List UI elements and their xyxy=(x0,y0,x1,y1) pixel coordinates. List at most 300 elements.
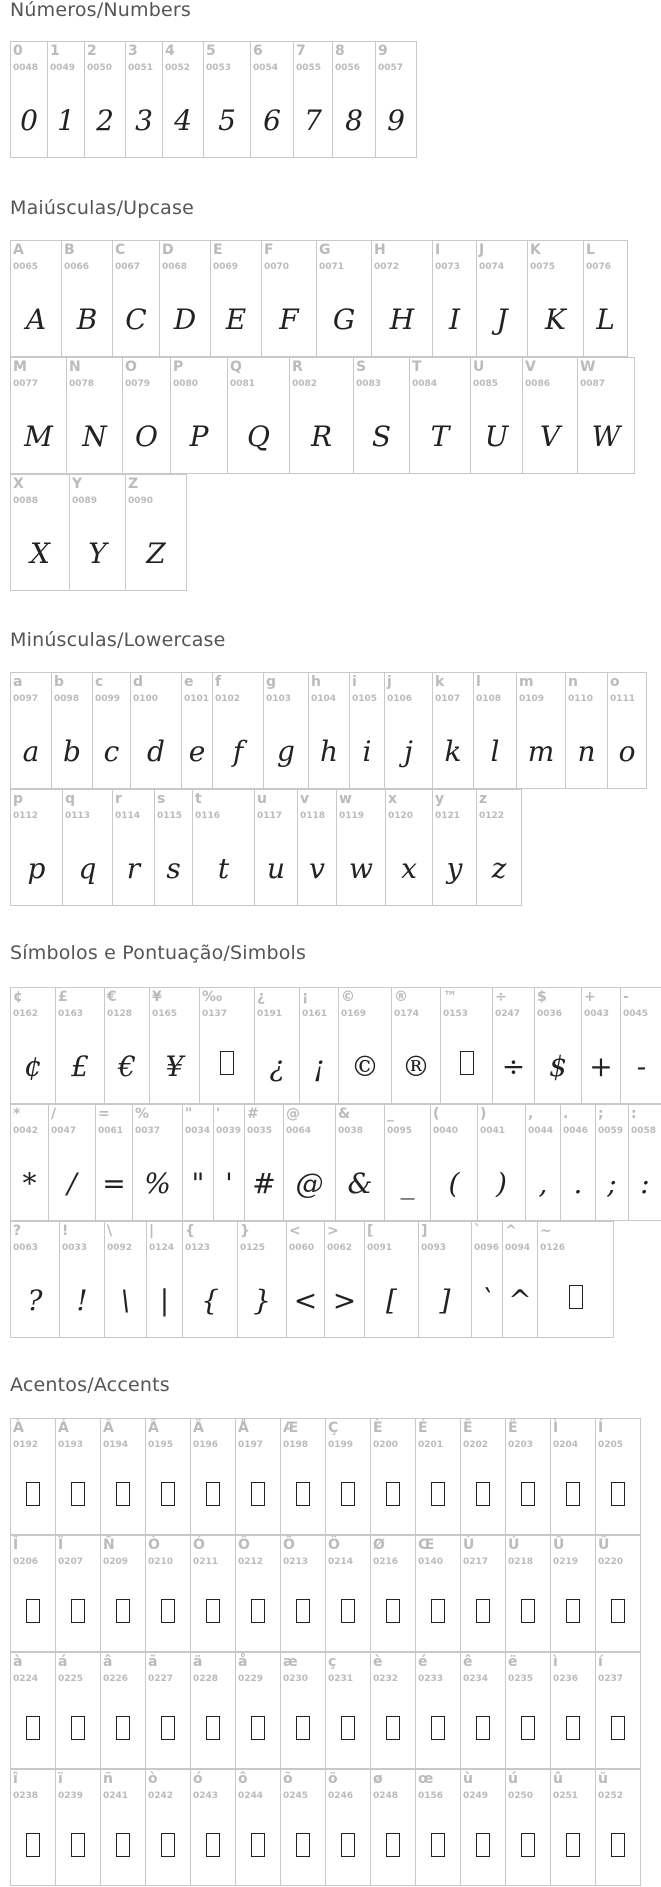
glyph-cell-0214 xyxy=(325,1535,371,1652)
glyph-code-label: 0076 xyxy=(586,262,612,272)
glyph-code-label: 0125 xyxy=(240,1243,266,1253)
missing-glyph-box-icon xyxy=(116,1833,130,1857)
glyph-character-label: H xyxy=(374,242,386,258)
missing-glyph-box-icon xyxy=(416,1830,460,1860)
glyph-character-label: > xyxy=(327,1223,339,1239)
glyph-character-label: I xyxy=(435,242,441,258)
glyph-character-label: Ã xyxy=(148,1420,159,1436)
glyph-code-label: 0047 xyxy=(51,1126,77,1136)
glyph-cell-0094 xyxy=(502,1221,538,1338)
glyph-code-label: 0094 xyxy=(505,1243,531,1253)
glyph-sample: { xyxy=(201,1284,219,1317)
missing-glyph-box-icon xyxy=(596,1713,640,1743)
glyph-cell-0201 xyxy=(415,1418,461,1535)
glyph-code-label: 0203 xyxy=(508,1440,534,1450)
glyph-code-label: 0092 xyxy=(107,1243,133,1253)
glyph-code-label: 0058 xyxy=(631,1126,657,1136)
missing-glyph-box-icon xyxy=(521,1482,535,1506)
glyph-sample: = xyxy=(102,1167,126,1200)
glyph-code-label: 0078 xyxy=(69,379,95,389)
missing-glyph-box-icon xyxy=(506,1830,550,1860)
missing-glyph-box-icon xyxy=(596,1830,640,1860)
glyph-code-label: 0228 xyxy=(193,1674,219,1684)
glyph-sample: ( xyxy=(448,1167,460,1200)
glyph-cell-0230 xyxy=(280,1652,326,1769)
glyph-code-label: 0069 xyxy=(213,262,239,272)
glyph-cell-0039 xyxy=(213,1104,245,1221)
missing-glyph-box-icon xyxy=(431,1833,445,1857)
glyph-code-label: 0123 xyxy=(185,1243,211,1253)
missing-glyph-box-icon xyxy=(101,1596,145,1626)
glyph-code-label: 0227 xyxy=(148,1674,174,1684)
glyph-cell-0231 xyxy=(325,1652,371,1769)
glyph-cell-0106 xyxy=(384,672,433,789)
glyph-sample: o xyxy=(618,735,636,768)
glyph-sample: S xyxy=(371,420,392,453)
glyph-code-label: 0114 xyxy=(115,811,141,821)
glyph-character-label: * xyxy=(13,1106,21,1122)
glyph-code-label: 0083 xyxy=(356,379,382,389)
glyph-character-label: n xyxy=(568,674,578,690)
missing-glyph-box-icon xyxy=(341,1599,355,1623)
glyph-cell-0245 xyxy=(280,1769,326,1886)
missing-glyph-box-icon xyxy=(161,1599,175,1623)
glyph-sample: Z xyxy=(146,537,166,570)
glyph-character-label: | xyxy=(149,1223,155,1239)
glyph-cell-0095 xyxy=(384,1104,431,1221)
glyph-code-label: 0231 xyxy=(328,1674,354,1684)
glyph-character-label: ] xyxy=(421,1223,428,1239)
glyph-cell-0043 xyxy=(581,987,621,1104)
glyph-character-label: s xyxy=(157,791,166,807)
glyph-character-label: S xyxy=(356,359,367,375)
glyph-code-label: 0249 xyxy=(463,1791,489,1801)
glyph-character-label: l xyxy=(476,674,481,690)
missing-glyph-box-icon xyxy=(296,1482,310,1506)
glyph-character-label: : xyxy=(631,1106,637,1122)
glyph-sample: @ xyxy=(295,1167,324,1200)
glyph-character-label: h xyxy=(311,674,321,690)
glyph-cell-0198 xyxy=(280,1418,326,1535)
glyph-sample: D xyxy=(173,303,197,336)
glyph-cell-0091 xyxy=(364,1221,419,1338)
glyph-cell-0099 xyxy=(92,672,131,789)
missing-glyph-box-icon xyxy=(521,1833,535,1857)
glyph-cell-0207 xyxy=(55,1535,101,1652)
glyph-code-label: 0041 xyxy=(480,1126,506,1136)
glyph-code-label: 0109 xyxy=(519,694,545,704)
glyph-cell-0162 xyxy=(10,987,56,1104)
glyph-sample: f xyxy=(232,735,244,768)
missing-glyph-box-icon xyxy=(538,1282,613,1312)
glyph-sample: ) xyxy=(496,1167,507,1200)
glyph-cell-0109 xyxy=(516,672,566,789)
glyph-character-label: i xyxy=(352,674,357,690)
glyph-sample: n xyxy=(577,735,596,768)
glyph-code-label: 0105 xyxy=(352,694,378,704)
glyph-cell-0219 xyxy=(550,1535,596,1652)
glyph-cell-0227 xyxy=(145,1652,191,1769)
glyph-cell-0093 xyxy=(418,1221,472,1338)
glyph-cell-0034 xyxy=(182,1104,214,1221)
glyph-code-label: 0062 xyxy=(327,1243,353,1253)
glyph-character-label: { xyxy=(185,1223,195,1239)
glyph-character-label: N xyxy=(69,359,81,375)
glyph-character-label: , xyxy=(528,1106,534,1122)
glyph-code-label: 0098 xyxy=(54,694,80,704)
glyph-character-label: M xyxy=(13,359,27,375)
glyph-code-label: 0205 xyxy=(598,1440,624,1450)
missing-glyph-box-icon xyxy=(476,1599,490,1623)
missing-glyph-box-icon xyxy=(281,1479,325,1509)
glyph-cell-0125 xyxy=(237,1221,287,1338)
glyph-cell-0247 xyxy=(492,987,535,1104)
glyph-code-label: 0169 xyxy=(341,1009,367,1019)
glyph-sample: ¿ xyxy=(269,1050,285,1083)
glyph-character-label: Ù xyxy=(463,1537,475,1553)
glyph-grid xyxy=(10,672,646,906)
glyph-code-label: 0212 xyxy=(238,1557,264,1567)
glyph-sample: h xyxy=(319,735,339,768)
missing-glyph-box-icon xyxy=(296,1599,310,1623)
glyph-character-label: Ä xyxy=(193,1420,204,1436)
glyph-code-label: 0102 xyxy=(215,694,241,704)
glyph-sample: : xyxy=(640,1167,650,1200)
glyph-character-label: g xyxy=(266,674,277,690)
missing-glyph-box-icon xyxy=(220,1051,234,1075)
missing-glyph-box-icon xyxy=(26,1482,40,1506)
missing-glyph-box-icon xyxy=(101,1479,145,1509)
glyph-character-label: Ü xyxy=(598,1537,610,1553)
glyph-character-label: y xyxy=(435,791,445,807)
glyph-cell-0114 xyxy=(112,789,155,906)
glyph-character-label: c xyxy=(95,674,104,690)
glyph-character-label: Ë xyxy=(508,1420,518,1436)
glyph-character-label: / xyxy=(51,1106,57,1122)
glyph-character-label: $ xyxy=(537,989,547,1005)
missing-glyph-box-icon xyxy=(146,1479,190,1509)
glyph-sample: G xyxy=(332,303,356,336)
glyph-code-label: 0122 xyxy=(479,811,505,821)
glyph-code-label: 0220 xyxy=(598,1557,624,1567)
glyph-character-label: È xyxy=(373,1420,383,1436)
glyph-sample: ÷ xyxy=(501,1050,526,1083)
section-title-simbols: Símbolos e Pontuação/Simbols xyxy=(10,942,307,964)
glyph-cell-0126 xyxy=(537,1221,614,1338)
glyph-code-label: 0059 xyxy=(598,1126,624,1136)
glyph-code-label: 0246 xyxy=(328,1791,354,1801)
glyph-code-label: 0248 xyxy=(373,1791,399,1801)
glyph-sample: p xyxy=(27,852,46,885)
glyph-code-label: 0045 xyxy=(623,1009,649,1019)
glyph-cell-0165 xyxy=(149,987,200,1104)
glyph-code-label: 0081 xyxy=(230,379,256,389)
glyph-sample: © xyxy=(351,1050,379,1083)
glyph-cell-0248 xyxy=(370,1769,416,1886)
glyph-character-label: ¿ xyxy=(257,989,266,1005)
glyph-cell-0251 xyxy=(550,1769,596,1886)
missing-glyph-box-icon xyxy=(26,1716,40,1740)
glyph-code-label: 0156 xyxy=(418,1791,444,1801)
missing-glyph-box-icon xyxy=(116,1716,130,1740)
glyph-cell-0228 xyxy=(190,1652,236,1769)
glyph-code-label: 0217 xyxy=(463,1557,489,1567)
missing-glyph-box-icon xyxy=(371,1479,415,1509)
glyph-character-label: - xyxy=(623,989,629,1005)
glyph-code-label: 0068 xyxy=(162,262,188,272)
glyph-character-label: r xyxy=(115,791,122,807)
missing-glyph-box-icon xyxy=(506,1713,550,1743)
glyph-code-label: 0055 xyxy=(296,63,322,73)
glyph-cell-0101 xyxy=(181,672,213,789)
glyph-cell-0089 xyxy=(69,474,126,591)
glyph-cell-0066 xyxy=(61,240,113,357)
glyph-character-label: ' xyxy=(216,1106,221,1122)
glyph-cell-0068 xyxy=(159,240,211,357)
glyph-cell-0204 xyxy=(550,1418,596,1535)
glyph-character-label: 2 xyxy=(87,43,97,59)
missing-glyph-box-icon xyxy=(326,1479,370,1509)
glyph-sample: ^ xyxy=(508,1284,532,1317)
glyph-code-label: 0057 xyxy=(378,63,404,73)
glyph-sample: m xyxy=(527,735,555,768)
missing-glyph-box-icon xyxy=(386,1833,400,1857)
missing-glyph-box-icon xyxy=(11,1596,55,1626)
glyph-cell-0211 xyxy=(190,1535,236,1652)
glyph-character-label: õ xyxy=(283,1771,293,1787)
glyph-code-label: 0090 xyxy=(128,496,154,506)
glyph-character-label: G xyxy=(319,242,331,258)
missing-glyph-box-icon xyxy=(71,1716,85,1740)
glyph-cell-0105 xyxy=(349,672,385,789)
glyph-cell-0216 xyxy=(370,1535,416,1652)
missing-glyph-box-icon xyxy=(71,1833,85,1857)
glyph-sample: M xyxy=(24,420,53,453)
glyph-cell-0191 xyxy=(254,987,300,1104)
glyph-code-label: 0251 xyxy=(553,1791,579,1801)
missing-glyph-box-icon xyxy=(26,1599,40,1623)
glyph-code-label: 0161 xyxy=(302,1009,328,1019)
glyph-cell-0194 xyxy=(100,1418,146,1535)
glyph-cell-0100 xyxy=(130,672,182,789)
glyph-code-label: 0197 xyxy=(238,1440,264,1450)
section-title-numbers: Números/Numbers xyxy=(10,0,191,21)
glyph-code-label: 0245 xyxy=(283,1791,309,1801)
missing-glyph-box-icon xyxy=(101,1713,145,1743)
missing-glyph-box-icon xyxy=(251,1833,265,1857)
missing-glyph-box-icon xyxy=(206,1599,220,1623)
glyph-code-label: 0236 xyxy=(553,1674,579,1684)
glyph-code-label: 0209 xyxy=(103,1557,129,1567)
glyph-sample: ; xyxy=(607,1167,617,1200)
glyph-sample: t xyxy=(217,852,230,885)
glyph-code-label: 0053 xyxy=(206,63,232,73)
glyph-sample: R xyxy=(310,420,333,453)
glyph-cell-0052 xyxy=(162,41,204,158)
glyph-sample: ] xyxy=(439,1284,451,1317)
glyph-sample: 1 xyxy=(57,104,75,137)
glyph-sample: € xyxy=(118,1050,136,1083)
glyph-cell-0193 xyxy=(55,1418,101,1535)
glyph-character-label: ù xyxy=(463,1771,473,1787)
glyph-character-label: L xyxy=(586,242,595,258)
glyph-sample: 8 xyxy=(345,104,363,137)
glyph-sample: & xyxy=(347,1167,373,1200)
section-title-upcase: Maiúsculas/Upcase xyxy=(10,197,195,219)
glyph-cell-0076 xyxy=(583,240,628,357)
glyph-character-label: Ó xyxy=(193,1537,205,1553)
glyph-cell-0209 xyxy=(100,1535,146,1652)
glyph-character-label: K xyxy=(530,242,541,258)
missing-glyph-box-icon xyxy=(191,1830,235,1860)
glyph-row xyxy=(10,41,416,158)
section-title-accents: Acentos/Accents xyxy=(10,1374,170,1396)
glyph-character-label: b xyxy=(54,674,65,690)
missing-glyph-box-icon xyxy=(326,1713,370,1743)
glyph-sample: V xyxy=(539,420,561,453)
glyph-code-label: 0232 xyxy=(373,1674,399,1684)
glyph-sample: 2 xyxy=(96,104,114,137)
glyph-sample: [ xyxy=(386,1284,397,1317)
glyph-sample: 9 xyxy=(387,104,405,137)
missing-glyph-box-icon xyxy=(551,1713,595,1743)
glyph-cell-0169 xyxy=(338,987,392,1104)
missing-glyph-box-icon xyxy=(611,1716,625,1740)
glyph-code-label: 0210 xyxy=(148,1557,174,1567)
glyph-cell-0064 xyxy=(283,1104,336,1221)
glyph-character-label: B xyxy=(64,242,75,258)
glyph-sample: ` xyxy=(480,1284,494,1317)
missing-glyph-box-icon xyxy=(11,1479,55,1509)
glyph-sample: e xyxy=(188,735,206,768)
glyph-code-label: 0192 xyxy=(13,1440,39,1450)
glyph-cell-0071 xyxy=(316,240,372,357)
glyph-cell-0085 xyxy=(470,357,523,474)
glyph-cell-0220 xyxy=(595,1535,641,1652)
glyph-character-label: % xyxy=(135,1106,150,1122)
glyph-character-label: m xyxy=(519,674,534,690)
glyph-sample: $ xyxy=(549,1050,567,1083)
glyph-sample: _ xyxy=(400,1167,415,1200)
glyph-sample: T xyxy=(430,420,450,453)
glyph-cell-0123 xyxy=(182,1221,238,1338)
glyph-row xyxy=(10,357,634,474)
glyph-row xyxy=(10,240,634,357)
glyph-sample: N xyxy=(82,420,107,453)
glyph-sample: 5 xyxy=(218,104,236,137)
glyph-character-label: ò xyxy=(148,1771,158,1787)
missing-glyph-box-icon xyxy=(161,1833,175,1857)
glyph-cell-0118 xyxy=(297,789,337,906)
missing-glyph-box-icon xyxy=(206,1716,220,1740)
glyph-cell-0197 xyxy=(235,1418,281,1535)
glyph-character-label: Y xyxy=(72,476,83,492)
glyph-sample: , xyxy=(538,1167,548,1200)
glyph-character-label: Ì xyxy=(553,1420,559,1436)
glyph-character-label: 3 xyxy=(128,43,138,59)
glyph-character-label: 9 xyxy=(378,43,388,59)
glyph-cell-0116 xyxy=(192,789,255,906)
glyph-sample: J xyxy=(496,303,508,336)
glyph-row xyxy=(10,1535,640,1652)
glyph-sample: y xyxy=(446,852,463,885)
glyph-code-label: 0216 xyxy=(373,1557,399,1567)
glyph-cell-0084 xyxy=(409,357,471,474)
glyph-character-label: Æ xyxy=(283,1420,299,1436)
glyph-code-label: 0218 xyxy=(508,1557,534,1567)
glyph-sample: F xyxy=(279,303,299,336)
glyph-code-label: 0235 xyxy=(508,1674,534,1684)
glyph-sample: ! xyxy=(76,1284,88,1317)
glyph-character-label: ä xyxy=(193,1654,203,1670)
glyph-character-label: T xyxy=(412,359,422,375)
glyph-character-label: ^ xyxy=(505,1223,517,1239)
glyph-character-label: } xyxy=(240,1223,250,1239)
missing-glyph-box-icon xyxy=(431,1482,445,1506)
glyph-cell-0098 xyxy=(51,672,93,789)
glyph-character-label: ¢ xyxy=(13,989,23,1005)
glyph-sample: ® xyxy=(402,1050,430,1083)
glyph-cell-0195 xyxy=(145,1418,191,1535)
glyph-code-label: 0051 xyxy=(128,63,154,73)
glyph-cell-0046 xyxy=(560,1104,596,1221)
glyph-code-label: 0097 xyxy=(13,694,39,704)
glyph-cell-0090 xyxy=(125,474,187,591)
glyph-character-label: Ñ xyxy=(103,1537,115,1553)
glyph-code-label: 0061 xyxy=(98,1126,124,1136)
glyph-sample: £ xyxy=(71,1050,89,1083)
glyph-cell-0192 xyxy=(10,1418,56,1535)
glyph-character-label: . xyxy=(563,1106,569,1122)
glyph-code-label: 0242 xyxy=(148,1791,174,1801)
glyph-code-label: 0066 xyxy=(64,262,90,272)
section-title-lowercase: Minúsculas/Lowercase xyxy=(10,629,226,651)
glyph-code-label: 0089 xyxy=(72,496,98,506)
glyph-cell-0196 xyxy=(190,1418,236,1535)
missing-glyph-box-icon xyxy=(56,1596,100,1626)
missing-glyph-box-icon xyxy=(566,1482,580,1506)
missing-glyph-box-icon xyxy=(236,1596,280,1626)
glyph-sample: H xyxy=(389,303,415,336)
glyph-sample: > xyxy=(332,1284,357,1317)
glyph-character-label: Í xyxy=(598,1420,604,1436)
glyph-cell-0117 xyxy=(254,789,298,906)
glyph-sample: j xyxy=(404,735,413,768)
missing-glyph-box-icon xyxy=(596,1596,640,1626)
glyph-character-label: ñ xyxy=(103,1771,113,1787)
missing-glyph-box-icon xyxy=(506,1596,550,1626)
glyph-code-label: 0107 xyxy=(435,694,461,704)
glyph-code-label: 0112 xyxy=(13,811,39,821)
glyph-cell-0202 xyxy=(460,1418,506,1535)
missing-glyph-box-icon xyxy=(611,1833,625,1857)
missing-glyph-box-icon xyxy=(56,1479,100,1509)
glyph-character-label: ® xyxy=(394,989,408,1005)
glyph-code-label: 0071 xyxy=(319,262,345,272)
glyph-sample: X xyxy=(30,537,50,570)
glyph-character-label: ~ xyxy=(540,1223,552,1239)
glyph-character-label: _ xyxy=(387,1106,394,1122)
missing-glyph-box-icon xyxy=(371,1830,415,1860)
glyph-cell-0044 xyxy=(525,1104,561,1221)
glyph-cell-0065 xyxy=(10,240,62,357)
glyph-sample: ' xyxy=(225,1167,233,1200)
glyph-character-label: Á xyxy=(58,1420,69,1436)
glyph-code-label: 0087 xyxy=(580,379,606,389)
glyph-character-label: æ xyxy=(283,1654,298,1670)
glyph-cell-0236 xyxy=(550,1652,596,1769)
glyph-code-label: 0056 xyxy=(335,63,361,73)
